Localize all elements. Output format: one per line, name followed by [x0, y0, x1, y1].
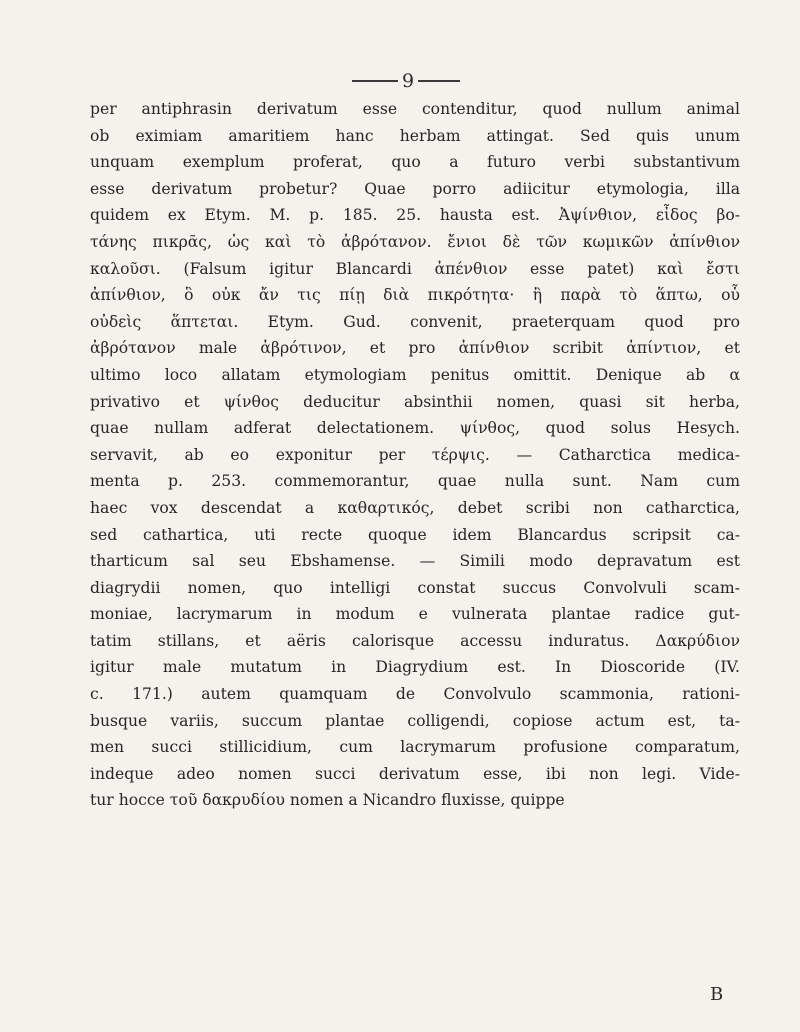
text-line: menta p. 253. commemorantur, quae nulla sunt. Nam cum [90, 472, 740, 491]
text-line: ultimo loco allatam etymologiam penitus omittit. Denique ab α [90, 365, 740, 384]
text-line: ἀπίνθιον, ὃ οὐκ ἄν τις πίῃ διὰ πικρότητα· ἢ παρὰ τὸ ἅπτω, οὗ [90, 286, 740, 305]
text-line: moniae, lacrymarum in modum e vulnerata plantae radice gut- [90, 605, 740, 624]
page-number: 9 [401, 70, 415, 92]
text-line: οὐδεὶς ἅπτεται. Etym. Gud. convenit, praeterquam quod pro [90, 312, 740, 331]
catchword: B [710, 984, 724, 1005]
text-line: tharticum sal seu Ebshamense. — Simili modo depravatum est [90, 552, 740, 571]
text-line: men succi stillicidium, cum lacrymarum profusione comparatum, [90, 738, 740, 757]
text-line: quae nullam adferat delectationem. ψίνθος, quod solus Hesych. [90, 419, 740, 438]
text-line: tatim stillans, et aëris calorisque accessu induratus. Δακρύδιον [90, 631, 740, 650]
text-line: per antiphrasin derivatum esse contenditur, quod nullum animal [90, 100, 740, 118]
header-rule-left [352, 80, 398, 82]
text-line: καλοῦσι. (Falsum igitur Blancardi ἀπένθιον esse patet) καὶ ἔστι [90, 259, 740, 278]
text-line: igitur male mutatum in Diagrydium est. In Dioscoride (IV. [90, 658, 740, 677]
text-line: diagrydii nomen, quo intelligi constat succus Convolvuli scam- [90, 578, 740, 597]
text-line: sed cathartica, uti recte quoque idem Blancardus scripsit ca- [90, 525, 740, 544]
text-line: tur hocce τοῦ δακρυδίου nomen a Nicandro fluxisse, quippe [90, 791, 565, 810]
header-rule-right [418, 80, 460, 82]
text-line: indeque adeo nomen succi derivatum esse, ibi non legi. Vide- [90, 764, 740, 783]
text-line: τάνης πικρᾶς, ὡς καὶ τὸ ἀβρότανον. ἔνιοι δὲ τῶν κωμικῶν ἀπίνθιον [90, 232, 740, 251]
text-line: c. 171.) autem quamquam de Convolvulo scammonia, rationi- [90, 685, 740, 704]
page-header [0, 70, 800, 94]
text-line: busque variis, succum plantae colligendi, copiose actum est, ta- [90, 711, 740, 730]
text-line: ἀβρότανον male ἀβρότινον, et pro ἀπίνθιον scribit ἀπίντιον, et [90, 339, 740, 358]
body-text [90, 96, 740, 814]
text-line: unquam exemplum proferat, quo a futuro verbi substantivum [90, 153, 740, 172]
text-line: esse derivatum probetur? Quae porro adiicitur etymologia, illa [90, 179, 740, 198]
text-line: haec vox descendat a καθαρτικός, debet scribi non catharctica, [90, 498, 740, 517]
text-line: ob eximiam amaritiem hanc herbam attingat. Sed quis unum [90, 126, 740, 145]
text-line: quidem ex Etym. M. p. 185. 25. hausta est. Ἀψίνθιον, εἶδος βο- [90, 206, 740, 225]
text-line: privativo et ψίνθος deducitur absinthii nomen, quasi sit herba, [90, 392, 740, 411]
text-line: servavit, ab eo exponitur per τέρψις. — Catharctica medica- [90, 445, 740, 464]
